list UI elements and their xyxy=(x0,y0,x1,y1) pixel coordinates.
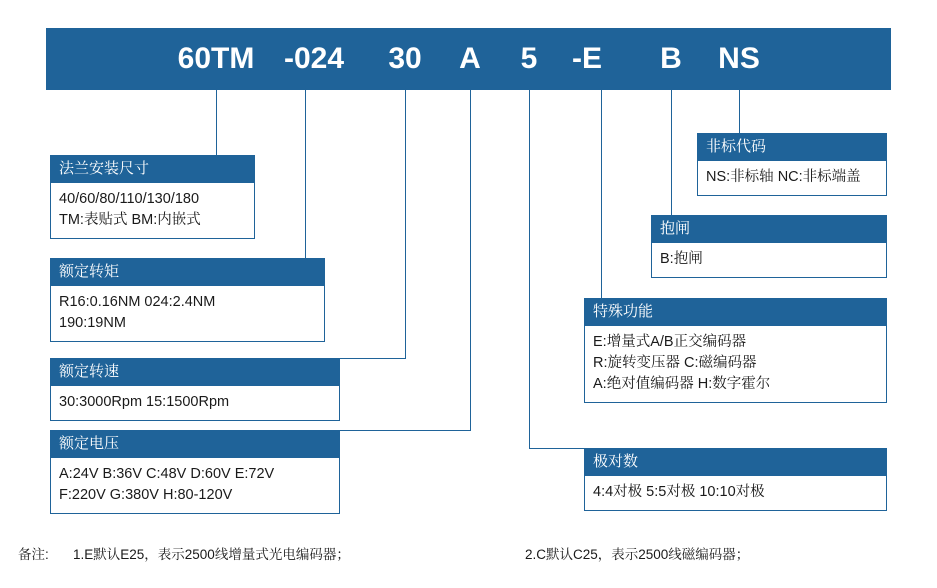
callout-speed-line-1: 30:3000Rpm 15:1500Rpm xyxy=(59,394,230,410)
note-1: 1.E默认E25，表示2500线增量式光电编码器； xyxy=(73,547,350,562)
code-token-nonstandard: NS xyxy=(718,42,760,75)
callout-poles-title: 极对数 xyxy=(585,449,886,476)
callout-special-line-2: R:旋转变压器 C:磁编码器 xyxy=(593,355,757,371)
callout-poles-body xyxy=(585,476,886,510)
connector-nonstandard xyxy=(739,90,740,133)
connector-brake xyxy=(671,90,672,215)
connector-speed xyxy=(405,90,406,358)
connector-voltage xyxy=(470,90,471,430)
code-token-speed: 30 xyxy=(388,42,422,75)
callout-speed xyxy=(50,358,340,421)
code-token-voltage: A xyxy=(459,42,481,75)
connector-flange xyxy=(216,90,217,155)
note-2: 2.C默认C25，表示2500线磁编码器； xyxy=(525,547,750,562)
callout-flange xyxy=(50,155,255,239)
code-token-torque: -024 xyxy=(283,42,345,75)
callout-torque-line-1: R16:0.16NM 024:2.4NM xyxy=(59,294,216,310)
callout-special-line-3: A:绝对值编码器 H:数字霍尔 xyxy=(593,376,771,392)
callout-special xyxy=(584,298,887,403)
code-token-special: -E xyxy=(572,42,602,75)
callout-flange-title: 法兰安装尺寸 xyxy=(51,156,254,183)
callout-voltage-line-2: F:220V G:380V H:80-120V xyxy=(59,487,233,503)
callout-voltage-body xyxy=(51,458,339,513)
callout-voltage-line-1: A:24V B:36V C:48V D:60V E:72V xyxy=(59,466,275,482)
callout-torque-line-2: 190:19NM xyxy=(59,315,126,331)
callout-brake xyxy=(651,215,887,278)
code-token-brake: B xyxy=(660,42,682,75)
connector-torque xyxy=(305,90,306,258)
callout-special-title: 特殊功能 xyxy=(585,299,886,326)
callout-nonstandard-line-1: NS:非标轴 NC:非标端盖 xyxy=(706,169,861,185)
callout-speed-title: 额定转速 xyxy=(51,359,339,386)
callout-speed-body xyxy=(51,386,339,420)
callout-voltage xyxy=(50,430,340,514)
model-code-bar xyxy=(46,28,891,90)
callout-torque xyxy=(50,258,325,342)
connector-poles-h xyxy=(529,448,584,449)
callout-poles-line-1: 4:4对极 5:5对极 10:10对极 xyxy=(593,484,765,500)
callout-torque-body xyxy=(51,286,324,341)
notes-label: 备注: xyxy=(18,547,49,562)
callout-poles xyxy=(584,448,887,511)
callout-nonstandard-title: 非标代码 xyxy=(698,134,886,161)
callout-brake-title: 抱闸 xyxy=(652,216,886,243)
code-token-flange: 60TM xyxy=(177,42,255,75)
callout-flange-line-1: 40/60/80/110/130/180 xyxy=(59,191,200,207)
callout-flange-line-2: TM:表贴式 BM:内嵌式 xyxy=(59,212,201,228)
callout-special-line-1: E:增量式A/B正交编码器 xyxy=(593,334,747,350)
callout-brake-line-1: B:抱闸 xyxy=(660,251,703,267)
callout-nonstandard xyxy=(697,133,887,196)
code-token-poles: 5 xyxy=(520,42,538,75)
callout-flange-body xyxy=(51,183,254,238)
callout-torque-title: 额定转矩 xyxy=(51,259,324,286)
connector-poles xyxy=(529,90,530,448)
callout-nonstandard-body xyxy=(698,161,886,195)
callout-special-body xyxy=(585,326,886,402)
callout-brake-body xyxy=(652,243,886,277)
connector-special xyxy=(601,90,602,298)
callout-voltage-title: 额定电压 xyxy=(51,431,339,458)
